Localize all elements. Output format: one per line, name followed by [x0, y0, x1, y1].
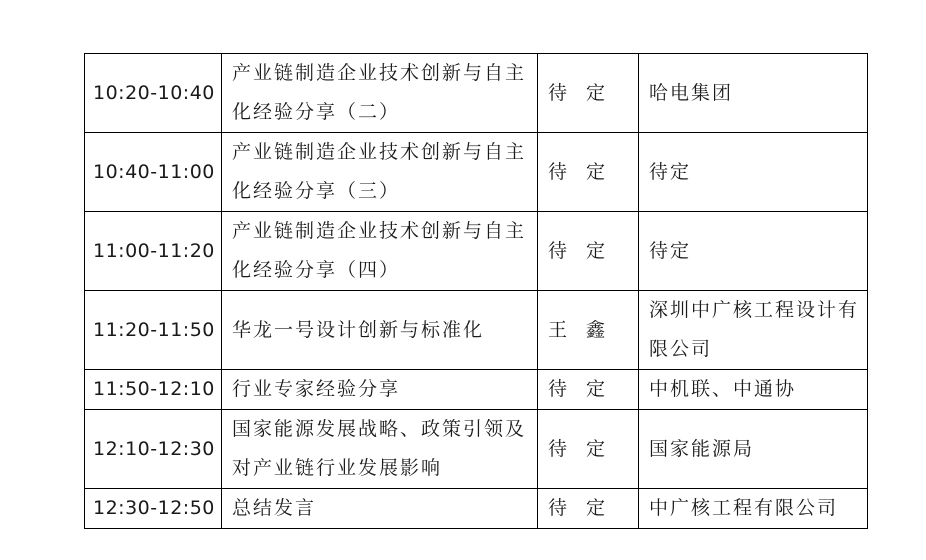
- table-row: [85, 370, 868, 410]
- schedule-table: [84, 53, 868, 529]
- speaker-cell: 待 定: [538, 212, 639, 291]
- time-cell: 11:20-11:50: [85, 291, 222, 370]
- topic-cell: 总结发言: [222, 489, 538, 529]
- topic-cell: 行业专家经验分享: [222, 370, 538, 410]
- topic-cell: 产业链制造企业技术创新与自主化经验分享（三）: [222, 133, 538, 212]
- time-cell: 10:20-10:40: [85, 54, 222, 133]
- organization-cell: 中机联、中通协: [639, 370, 868, 410]
- time-cell: 11:00-11:20: [85, 212, 222, 291]
- organization-cell: 哈电集团: [639, 54, 868, 133]
- time-cell: 12:30-12:50: [85, 489, 222, 529]
- organization-cell: 中广核工程有限公司: [639, 489, 868, 529]
- topic-cell: 产业链制造企业技术创新与自主化经验分享（二）: [222, 54, 538, 133]
- table-row: [85, 291, 868, 370]
- speaker-cell: 待 定: [538, 133, 639, 212]
- table-row: [85, 54, 868, 133]
- organization-cell: 待定: [639, 133, 868, 212]
- organization-cell: 国家能源局: [639, 410, 868, 489]
- organization-cell: 待定: [639, 212, 868, 291]
- table-row: [85, 212, 868, 291]
- table-row: [85, 489, 868, 529]
- organization-cell: 深圳中广核工程设计有限公司: [639, 291, 868, 370]
- table-row: [85, 410, 868, 489]
- speaker-cell: 待 定: [538, 489, 639, 529]
- time-cell: 12:10-12:30: [85, 410, 222, 489]
- topic-cell: 产业链制造企业技术创新与自主化经验分享（四）: [222, 212, 538, 291]
- speaker-cell: 待 定: [538, 54, 639, 133]
- speaker-cell: 待 定: [538, 410, 639, 489]
- topic-cell: 华龙一号设计创新与标准化: [222, 291, 538, 370]
- time-cell: 11:50-12:10: [85, 370, 222, 410]
- table-row: [85, 133, 868, 212]
- time-cell: 10:40-11:00: [85, 133, 222, 212]
- topic-cell: 国家能源发展战略、政策引领及对产业链行业发展影响: [222, 410, 538, 489]
- speaker-cell: 王 鑫: [538, 291, 639, 370]
- speaker-cell: 待 定: [538, 370, 639, 410]
